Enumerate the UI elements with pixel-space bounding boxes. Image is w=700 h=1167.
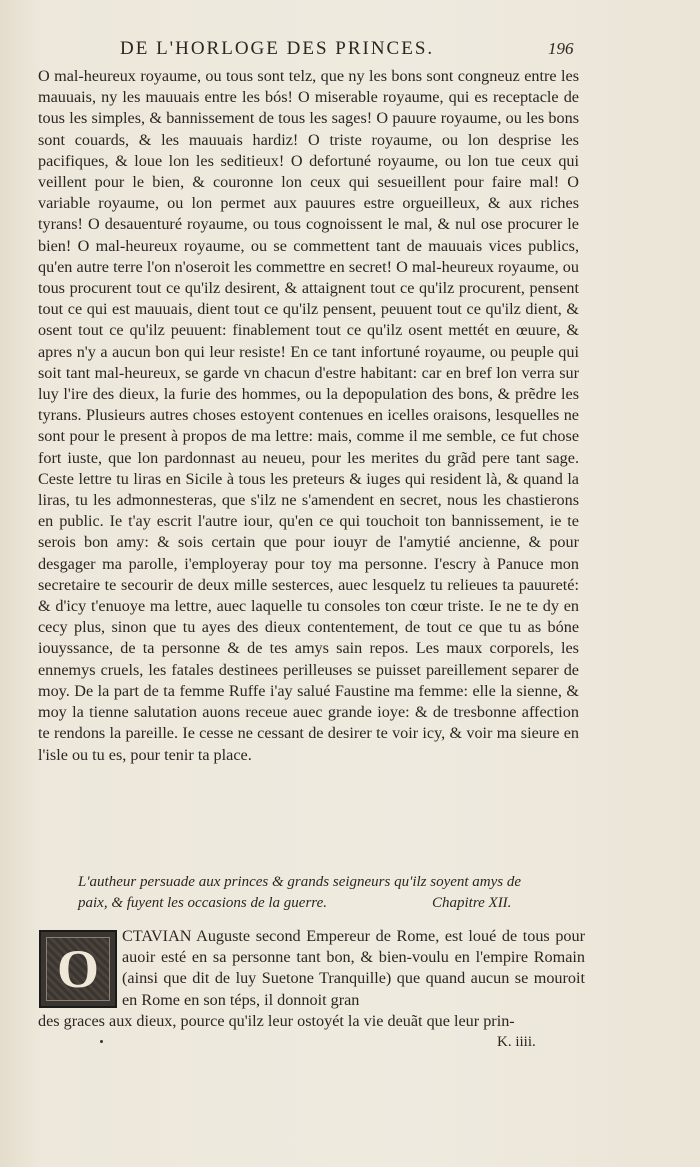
ink-mark (100, 1040, 103, 1043)
chapter-number: Chapitre XII. (432, 895, 512, 911)
body-text: O mal-heureux royaume, ou tous sont telz, que ny les bons sont congneuz entre les mauuais, ny les mauuais entre les bós! O miserable royaume, qui es receptacle de tous les simples, & bannissement de tous les sages! O pauure royaume, ou les bons sont couards, & les mauuais hardiz! O triste royaume, ou lon desprise les pacifiques, & loue lon les seditieux! O defortuné royaume, ou lon tue ceux qui veillent pour le bien, & couronne lon ceux qui sesueillent pour faire mal! O variable royaume, ou lon permet aux pauures estre orgueilleux, & aux riches tyrans! O desauenturé royaume, ou tous cognoissent le mal, & nul ose procurer le bien! O mal-heureux royaume, ou se commettent tant de mauuais vices publics, qu'en autre terre l'on n'oseroit les commettre en secret! O mal-heureux royaume, ou tous procurent tout ce qu'ilz desirent, & attaignent tout ce qu'ilz procurent, pensent tout ce qui est mauuais, dient tout ce qu'ilz pensent, peuuent tout ce qu'ilz dient, & osent tout ce qu'ilz peuuent: finablement tout ce qu'ilz osent mettét en œuure, & apres n'y a aucun bon qui leur resiste! En ce tant infortuné royaume, ou peuple qui soit tant mal-heureux, se garde vn chacun d'estre habitant: car en bref lon verra sur luy l'ire des dieux, la furie des hommes, ou la depopulation des bons, & prẽdre les tyrans. Plusieurs autres choses estoyent contenues en icelles oraisons, lesquelles ne sont pour le present à propos de ma lettre: mais, comme il me semble, ce fut chose fort iuste, que lon pardonnast au neueu, pour les merites du grãd pere tant sage. Ceste lettre tu liras en Sicile à tous les preteurs & iuges qui resident là, & quand la liras, tu les admonnesteras, que s'ilz ne s'amendent en secret, nous les chastierons en public. Ie t'ay escrit l'autre iour, qu'en ce qui touchoit ton bannissement, ie te serois bon amy: & sois certain que pour iouyr de l'amytié ancienne, & pour desgager ma parolle, i'employeray pour toy ma personne. I'escry à Panuce mon secretaire te secourir de deux mille sesterces, auec lesquelz tu relieues ta pauureté: & d'icy t'enuoye ma lettre, auec laquelle tu consoles ton cœur triste. Ie ne te dy en cecy plus, sinon que tu ayes des dieux contentement, de tout ce que tu as bóne iouyssance, de ta personne & de tes amys sain repos. Les maux corporels, les ennemys cruels, les fatales destinees perilleuses se puisset pareillement separer de moy. De la part de ta femme Ruffe i'ay salué Faustine ma femme: elle la sienne, & moy la tienne salutation auons receue auec grande ioye: & de tresbonne affection te rendons la pareille. Ie cesse ne cessant de desirer te voir icy, & voir ma sieure en l'isle ou tu es, pour tenir ta place. (38, 67, 579, 764)
page-number: 196 (548, 39, 574, 58)
decorated-initial (39, 930, 117, 1008)
initial-letter: O (56, 939, 99, 999)
chapter-text-start: CTAVIAN Auguste second Empereur de Rome, est loué de tous pour auoir esté en sa personne tant bon, & bien-voulu en l'empire Romain (ainsi que dit de luy Suetone Tranquille) que quand aucun se mouroit en Rome en son téps, il donnoit gran (122, 927, 585, 1009)
chapter-title: L'autheur persuade aux princes & grands seigneurs qu'ilz soyent amys de paix, & fuyent les occasions de la guerre. (78, 874, 522, 911)
signature-mark: K. iiii. (497, 1034, 536, 1050)
running-head: DE L'HORLOGE DES PRINCES. (120, 38, 435, 59)
chapter-text-continued: des graces aux dieux, pource qu'ilz leur ostoyét la vie deuãt que leur prin- (38, 1012, 515, 1030)
